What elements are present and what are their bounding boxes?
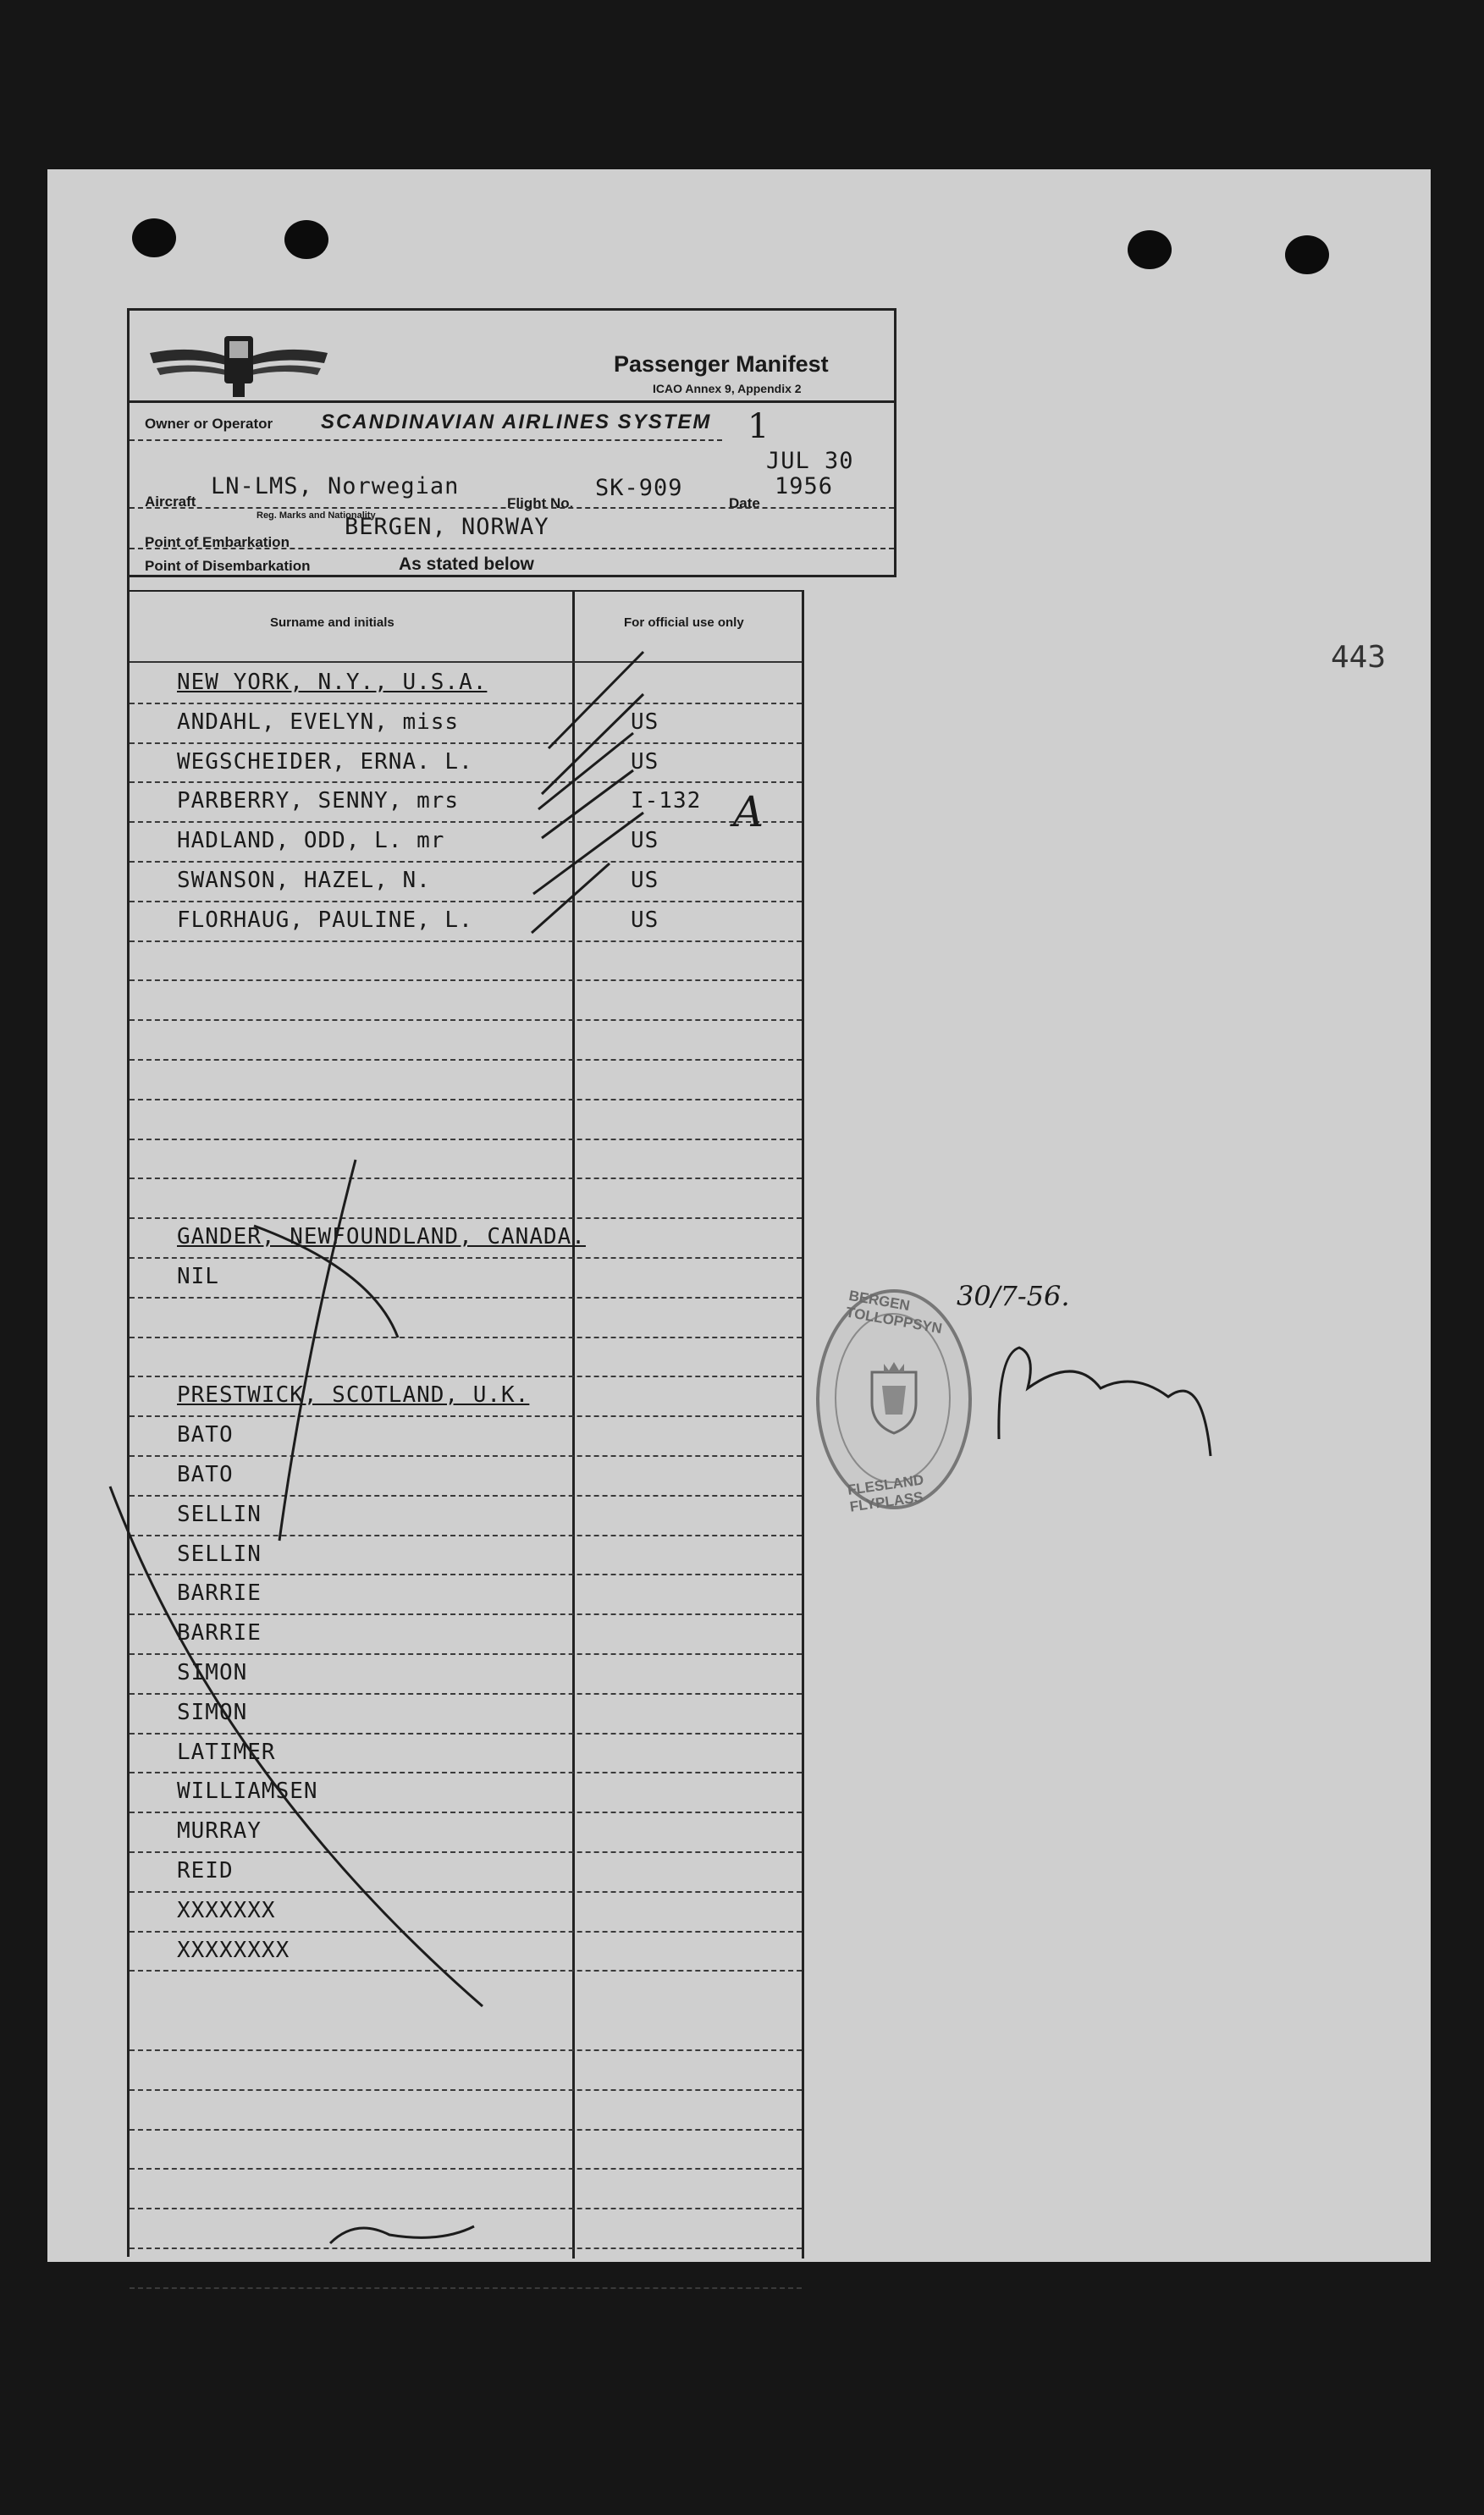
- handwritten-date: 30/7-56.: [957, 1280, 1070, 1312]
- official-use-entry: US: [631, 709, 659, 735]
- cancel-stroke: [110, 1486, 483, 2006]
- passenger-name: NIL: [177, 1264, 219, 1289]
- page-number: 443: [1331, 640, 1387, 675]
- aircraft-label: Aircraft: [145, 494, 196, 510]
- passenger-name: REID: [177, 1858, 234, 1883]
- passenger-name: SWANSON, HAZEL, N.: [177, 868, 431, 893]
- stamp-text-bottom: FLESLAND FLYPLASS: [846, 1471, 925, 1515]
- passenger-name: GANDER, NEWFOUNDLAND, CANADA.: [177, 1224, 586, 1250]
- passenger-name: BATO: [177, 1422, 234, 1448]
- embarkation-value: BERGEN, NORWAY: [345, 514, 549, 540]
- passenger-name: NEW YORK, N.Y., U.S.A.: [177, 670, 488, 695]
- signature: [999, 1348, 1211, 1456]
- date-label: Date: [729, 495, 760, 511]
- aircraft-value: LN-LMS, Norwegian: [211, 473, 460, 499]
- embarkation-label: Point of Embarkation: [145, 534, 290, 550]
- passenger-name: XXXXXXXX: [177, 1937, 290, 1963]
- form-title: Passenger Manifest: [614, 351, 829, 377]
- flight-label: Flight No.: [507, 495, 574, 511]
- passenger-name: ANDAHL, EVELYN, miss: [177, 709, 460, 735]
- passenger-name: XXXXXXX: [177, 1897, 276, 1923]
- stamp-text-top: BERGEN TOLLOPPSYN: [844, 1287, 944, 1337]
- passenger-name: SIMON: [177, 1660, 248, 1685]
- tick-mark: [532, 863, 610, 933]
- official-use-entry: US: [631, 748, 659, 775]
- tick-mark: [549, 652, 643, 748]
- date-year: 1956: [775, 473, 834, 499]
- passenger-name: HADLAND, ODD, L. mr: [177, 828, 445, 854]
- official-use-entry: US: [631, 828, 659, 854]
- disembarkation-value: As stated below: [399, 554, 534, 574]
- sheet-mark: 1: [748, 407, 770, 446]
- passenger-name: SELLIN: [177, 1541, 262, 1567]
- passenger-name: BARRIE: [177, 1620, 262, 1646]
- column-header-official: For official use only: [624, 615, 744, 630]
- flight-value: SK-909: [595, 475, 683, 501]
- owner-label: Owner or Operator: [145, 416, 273, 432]
- column-header-surname: Surname and initials: [270, 615, 394, 630]
- passenger-name: PRESTWICK, SCOTLAND, U.K.: [177, 1382, 530, 1409]
- handwritten-a: A: [733, 787, 764, 836]
- tick-mark: [542, 694, 643, 794]
- passenger-name: SIMON: [177, 1699, 248, 1725]
- official-use-entry: I-132: [631, 788, 702, 814]
- passenger-name: FLORHAUG, PAULINE, L.: [177, 907, 473, 933]
- passenger-name: WILLIAMSEN: [177, 1779, 318, 1805]
- official-use-entry: US: [631, 868, 659, 893]
- bottom-scrawl: [330, 2226, 474, 2243]
- passenger-name: MURRAY: [177, 1818, 262, 1845]
- passenger-name: WEGSCHEIDER, ERNA. L.: [177, 748, 473, 775]
- passenger-name: BATO: [177, 1462, 234, 1487]
- form-subtitle: ICAO Annex 9, Appendix 2: [653, 382, 802, 395]
- cancel-stroke: [279, 1160, 356, 1541]
- passenger-name: LATIMER: [177, 1739, 276, 1765]
- date-month-day: JUL 30: [766, 448, 854, 474]
- passenger-name: PARBERRY, SENNY, mrs: [177, 788, 460, 814]
- official-use-entry: US: [631, 907, 659, 933]
- passenger-name: BARRIE: [177, 1580, 262, 1607]
- disembarkation-label: Point of Disembarkation: [145, 558, 311, 574]
- reg-marks-note: Reg. Marks and Nationality: [257, 510, 376, 521]
- passenger-name: SELLIN: [177, 1501, 262, 1527]
- owner-value: SCANDINAVIAN AIRLINES SYSTEM: [321, 411, 712, 433]
